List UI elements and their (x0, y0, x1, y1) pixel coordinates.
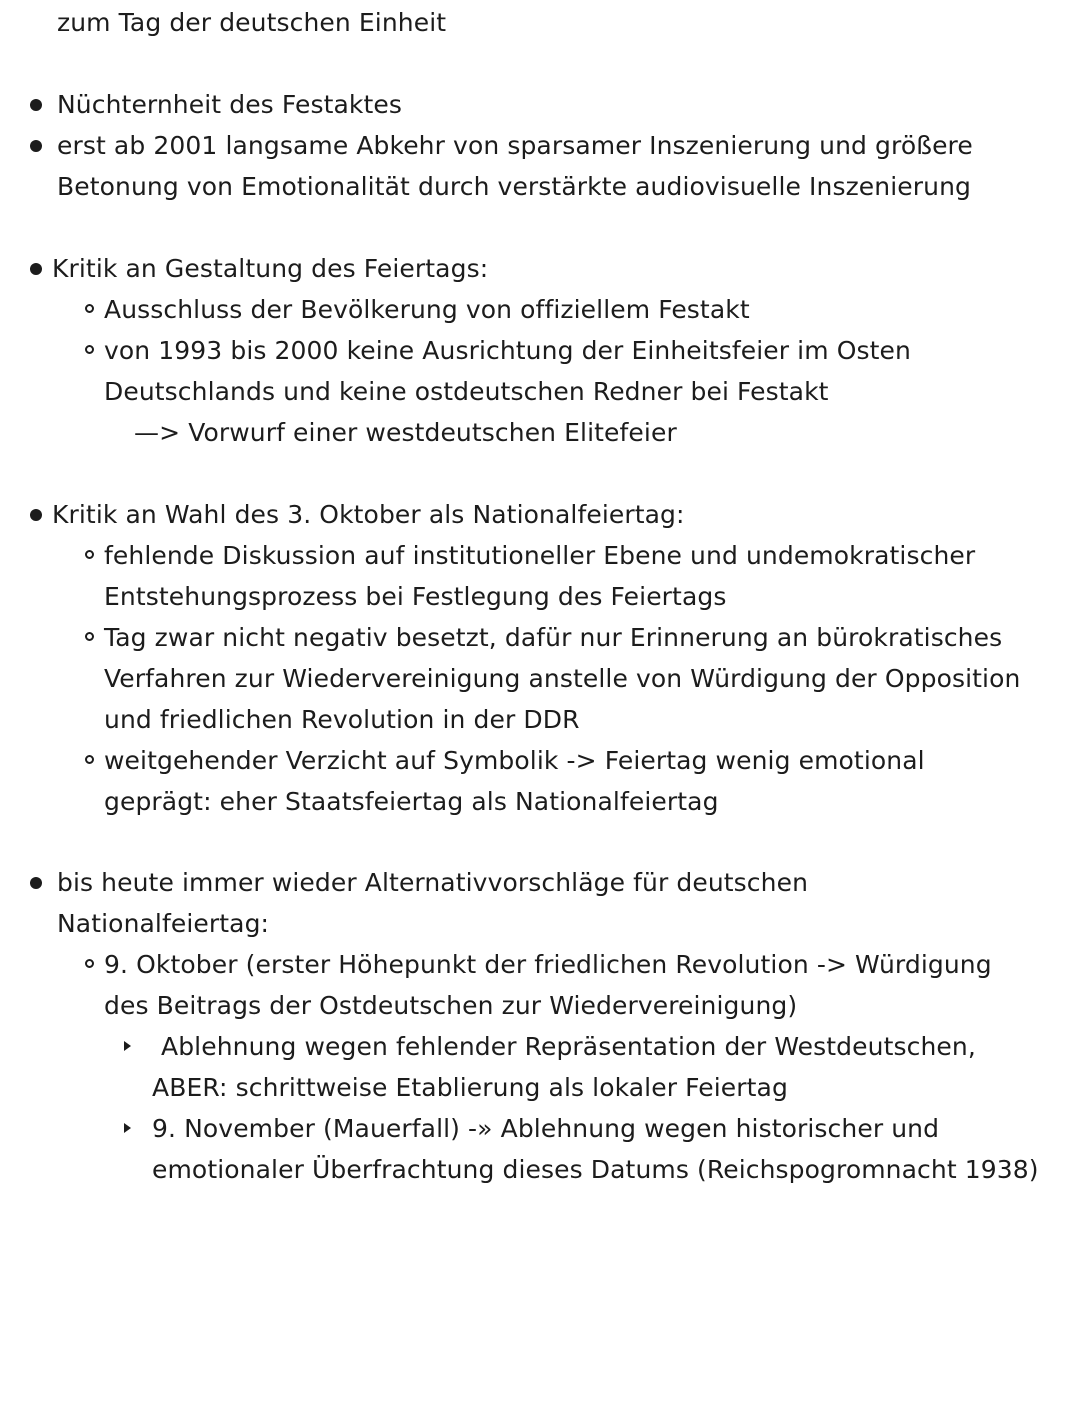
sub-sub-item-line: emotionaler Überfrachtung dieses Datums (Reichspogromnacht 1938) (152, 1155, 1039, 1184)
circle-bullet-icon (85, 345, 94, 354)
bullet-icon (30, 263, 42, 275)
sub-item-line: von 1993 bis 2000 keine Ausrichtung der Einheitsfeier im Osten (104, 336, 911, 365)
bullet-icon (30, 509, 42, 521)
circle-bullet-icon (85, 755, 94, 764)
list-item-line: Nüchternheit des Festaktes (57, 90, 402, 119)
intro-line: zum Tag der deutschen Einheit (57, 8, 447, 37)
section-heading: Kritik an Wahl des 3. Oktober als Nationalfeiertag: (52, 500, 685, 529)
sub-sub-item-line: 9. November (Mauerfall) -» Ablehnung wegen historischer und (152, 1114, 940, 1143)
bullet-icon (30, 877, 42, 889)
list-item-line: erst ab 2001 langsame Abkehr von sparsamer Inszenierung und größere (57, 131, 973, 160)
sub-item-line: 9. Oktober (erster Höhepunkt der friedlichen Revolution -> Würdigung (104, 950, 992, 979)
sub-item-line: Deutschlands und keine ostdeutschen Redner bei Festakt (104, 377, 829, 406)
sub-item-line: weitgehender Verzicht auf Symbolik -> Feiertag wenig emotional (104, 746, 925, 775)
arrow-note: —> Vorwurf einer westdeutschen Elitefeier (134, 418, 677, 447)
bullet-icon (30, 99, 42, 111)
sub-item-line: Ausschluss der Bevölkerung von offiziellem Festakt (104, 295, 750, 324)
sub-item-line: geprägt: eher Staatsfeiertag als Nationalfeiertag (104, 787, 719, 816)
circle-bullet-icon (85, 632, 94, 641)
sub-item-line: Verfahren zur Wiedervereinigung anstelle von Würdigung der Opposition (104, 664, 1021, 693)
sub-sub-item-line: Ablehnung wegen fehlender Repräsentation der Westdeutschen, (161, 1032, 976, 1061)
sub-item-line: Tag zwar nicht negativ besetzt, dafür nur Erinnerung an bürokratisches (104, 623, 1003, 652)
list-item-line: Betonung von Emotionalität durch verstärkte audiovisuelle Inszenierung (57, 172, 971, 201)
triangle-bullet-icon (124, 1123, 131, 1133)
circle-bullet-icon (85, 304, 94, 313)
circle-bullet-icon (85, 550, 94, 559)
section-heading: Nationalfeiertag: (57, 909, 270, 938)
sub-item-line: fehlende Diskussion auf institutioneller Ebene und undemokratischer (104, 541, 976, 570)
sub-item-line: des Beitrags der Ostdeutschen zur Wiedervereinigung) (104, 991, 798, 1020)
circle-bullet-icon (85, 959, 94, 968)
section-heading: Kritik an Gestaltung des Feiertags: (52, 254, 489, 283)
sub-item-line: Entstehungsprozess bei Festlegung des Feiertags (104, 582, 727, 611)
bullet-icon (30, 140, 42, 152)
sub-item-line: und friedlichen Revolution in der DDR (104, 705, 580, 734)
triangle-bullet-icon (124, 1041, 131, 1051)
sub-sub-item-line: ABER: schrittweise Etablierung als lokaler Feiertag (152, 1073, 788, 1102)
section-heading: bis heute immer wieder Alternativvorschläge für deutschen (57, 868, 809, 897)
